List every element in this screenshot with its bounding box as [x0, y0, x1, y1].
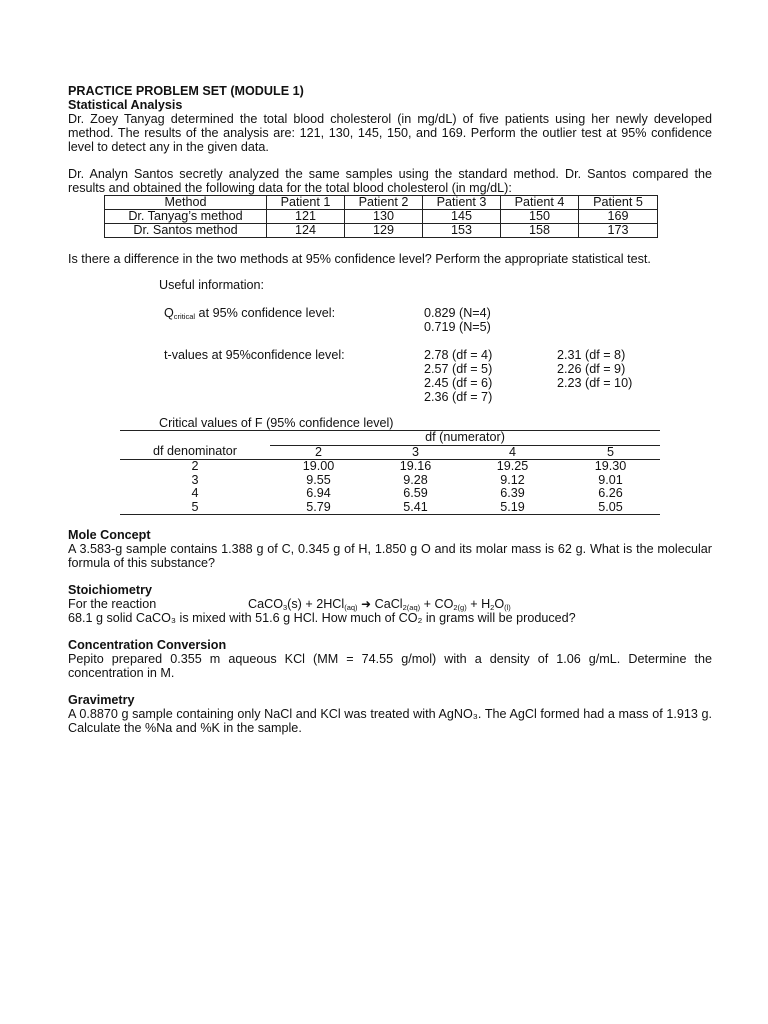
stoich-heading: Stoichiometry: [68, 583, 152, 597]
reaction-label: For the reaction: [68, 597, 157, 611]
table-cell: 3: [191, 472, 199, 487]
table-cell: Dr. Tanyag’s method: [105, 210, 267, 224]
t-values-block: [159, 348, 712, 404]
table-cell: 4: [191, 486, 199, 500]
table-cell: 6.26: [598, 486, 623, 500]
t-value: 2.45 (df = 6): [424, 376, 493, 390]
useful-information: [159, 278, 712, 404]
f-numerator-header: 3: [367, 445, 464, 460]
table-cell: 6.59: [403, 486, 428, 500]
f-numerator-header: 4: [464, 445, 561, 460]
reaction-equation: CaCO$_3$(s) + 2HCl$_{(aq)}$ ➜ CaCl$_{2(aq)}$ + $CO_{2(g)} + H_2O_{(l)}$: [248, 597, 511, 612]
f-numerator-header: 5: [561, 445, 660, 460]
useful-label: Useful information:: [159, 278, 264, 292]
table-row: [105, 210, 658, 224]
t-value: 2.57 (df = 5): [424, 362, 493, 376]
methods-header-cell: Patient 5: [579, 196, 658, 210]
f-table-caption: Critical values of F (95% confidence level): [159, 416, 394, 430]
conc-paragraph: Pepito prepared 0.355 m aqueous KCl (MM = 74.55 g/mol) with a density of 1.06 g/mL. Determine the concentration in M.: [68, 652, 712, 680]
table-cell: 6.39: [500, 486, 525, 500]
table-cell: 9.55: [306, 472, 331, 487]
table-cell: 5.19: [464, 501, 561, 515]
table-cell: 9.01: [598, 472, 623, 487]
stat-paragraph-3: Is there a difference in the two methods at 95% confidence level? Perform the appropriate statistical test.: [68, 252, 651, 266]
table-cell: 5.79: [270, 501, 367, 515]
table-row: [105, 224, 658, 238]
table-cell: 145: [423, 210, 501, 224]
table-cell: 2: [191, 459, 199, 473]
reaction-arrow-icon: ➜: [361, 597, 372, 611]
t-value: 2.23 (df = 10): [557, 376, 633, 390]
table-cell: Dr. Santos method: [105, 224, 267, 238]
t-value: 2.26 (df = 9): [557, 362, 626, 376]
table-cell: 130: [345, 210, 423, 224]
q-value: 0.829 (N=4): [424, 306, 491, 320]
q-suffix: at 95% confidence level:: [195, 306, 336, 320]
table-cell: 5.41: [367, 501, 464, 515]
conc-heading: Concentration Conversion: [68, 638, 227, 652]
page-title: PRACTICE PROBLEM SET (MODULE 1): [68, 84, 304, 98]
table-cell: 173: [579, 224, 658, 238]
table-cell: 9.28: [403, 472, 428, 487]
f-critical-table: [120, 430, 660, 515]
table-cell: 5: [120, 501, 270, 515]
mole-paragraph: A 3.583-g sample contains 1.388 g of C, 0.345 g of H, 1.850 g O and its molar mass is 62 g. What is the molecular formula of this substance?: [68, 542, 712, 570]
table-cell: 150: [501, 210, 579, 224]
q-critical-block: [159, 306, 712, 334]
f-denominator-label: df denominator: [120, 445, 270, 460]
methods-header-row: [105, 196, 658, 210]
reaction-line: [68, 597, 712, 611]
grav-heading: Gravimetry: [68, 693, 135, 707]
f-numerator-header: 2: [270, 445, 367, 460]
t-values-col-2: [557, 348, 707, 404]
methods-header-cell: Patient 1: [267, 196, 345, 210]
table-cell: 169: [579, 210, 658, 224]
table-row: [120, 501, 660, 515]
q-symbol: Q: [164, 306, 174, 320]
t-values-label: t-values at 95%confidence level:: [164, 348, 345, 362]
t-values-col-1: [424, 348, 557, 404]
table-cell: 19.16: [399, 459, 432, 473]
document-page: [68, 84, 712, 735]
table-row: [120, 474, 660, 488]
table-cell: 153: [423, 224, 501, 238]
grav-paragraph: A 0.8870 g sample containing only NaCl and KCl was treated with AgNO₃. The AgCl formed had a mass of 1.913 g. Calculate the %Na and %K in the sample.: [68, 707, 712, 735]
q-critical-label: [164, 306, 424, 334]
table-cell: 19.30: [594, 459, 627, 473]
table-row: [120, 460, 660, 474]
table-cell: 5.05: [561, 501, 660, 515]
methods-header-cell: Patient 3: [423, 196, 501, 210]
methods-header-cell: Patient 2: [345, 196, 423, 210]
stat-heading: Statistical Analysis: [68, 98, 183, 112]
f-table-corner: [120, 431, 270, 446]
mole-heading: Mole Concept: [68, 528, 151, 542]
table-row: [120, 487, 660, 501]
table-cell: 124: [267, 224, 345, 238]
f-numerator-label: df (numerator): [270, 431, 660, 446]
stat-paragraph-2: Dr. Analyn Santos secretly analyzed the same samples using the standard method. Dr. Santos compared the results and obtained the following data for the total blood cholesterol (in mg/dL):: [68, 167, 712, 195]
q-critical-values: [424, 306, 557, 334]
table-cell: 121: [267, 210, 345, 224]
t-value: 2.31 (df = 8): [557, 348, 626, 362]
table-cell: 129: [345, 224, 423, 238]
stoich-paragraph: 68.1 g solid CaCO₃ is mixed with 51.6 g HCl. How much of CO₂ in grams will be produced?: [68, 611, 576, 625]
q-value: 0.719 (N=5): [424, 320, 491, 334]
table-cell: 19.00: [302, 459, 335, 473]
methods-header-cell: Method: [105, 196, 267, 210]
table-cell: 19.25: [496, 459, 529, 473]
t-value: 2.78 (df = 4): [424, 348, 493, 362]
table-cell: 158: [501, 224, 579, 238]
methods-header-cell: Patient 4: [501, 196, 579, 210]
stat-paragraph-1: Dr. Zoey Tanyag determined the total blood cholesterol (in mg/dL) of five patients using her newly developed method. The results of the analysis are: 121, 130, 145, 150, and 169. Perform the outlier test at 95% confidence level to detect any in the given data.: [68, 112, 712, 154]
table-cell: 9.12: [500, 472, 525, 487]
q-subscript: critical: [173, 312, 196, 321]
methods-table: [104, 195, 658, 238]
table-cell: 6.94: [306, 486, 331, 500]
t-value: 2.36 (df = 7): [424, 390, 493, 404]
